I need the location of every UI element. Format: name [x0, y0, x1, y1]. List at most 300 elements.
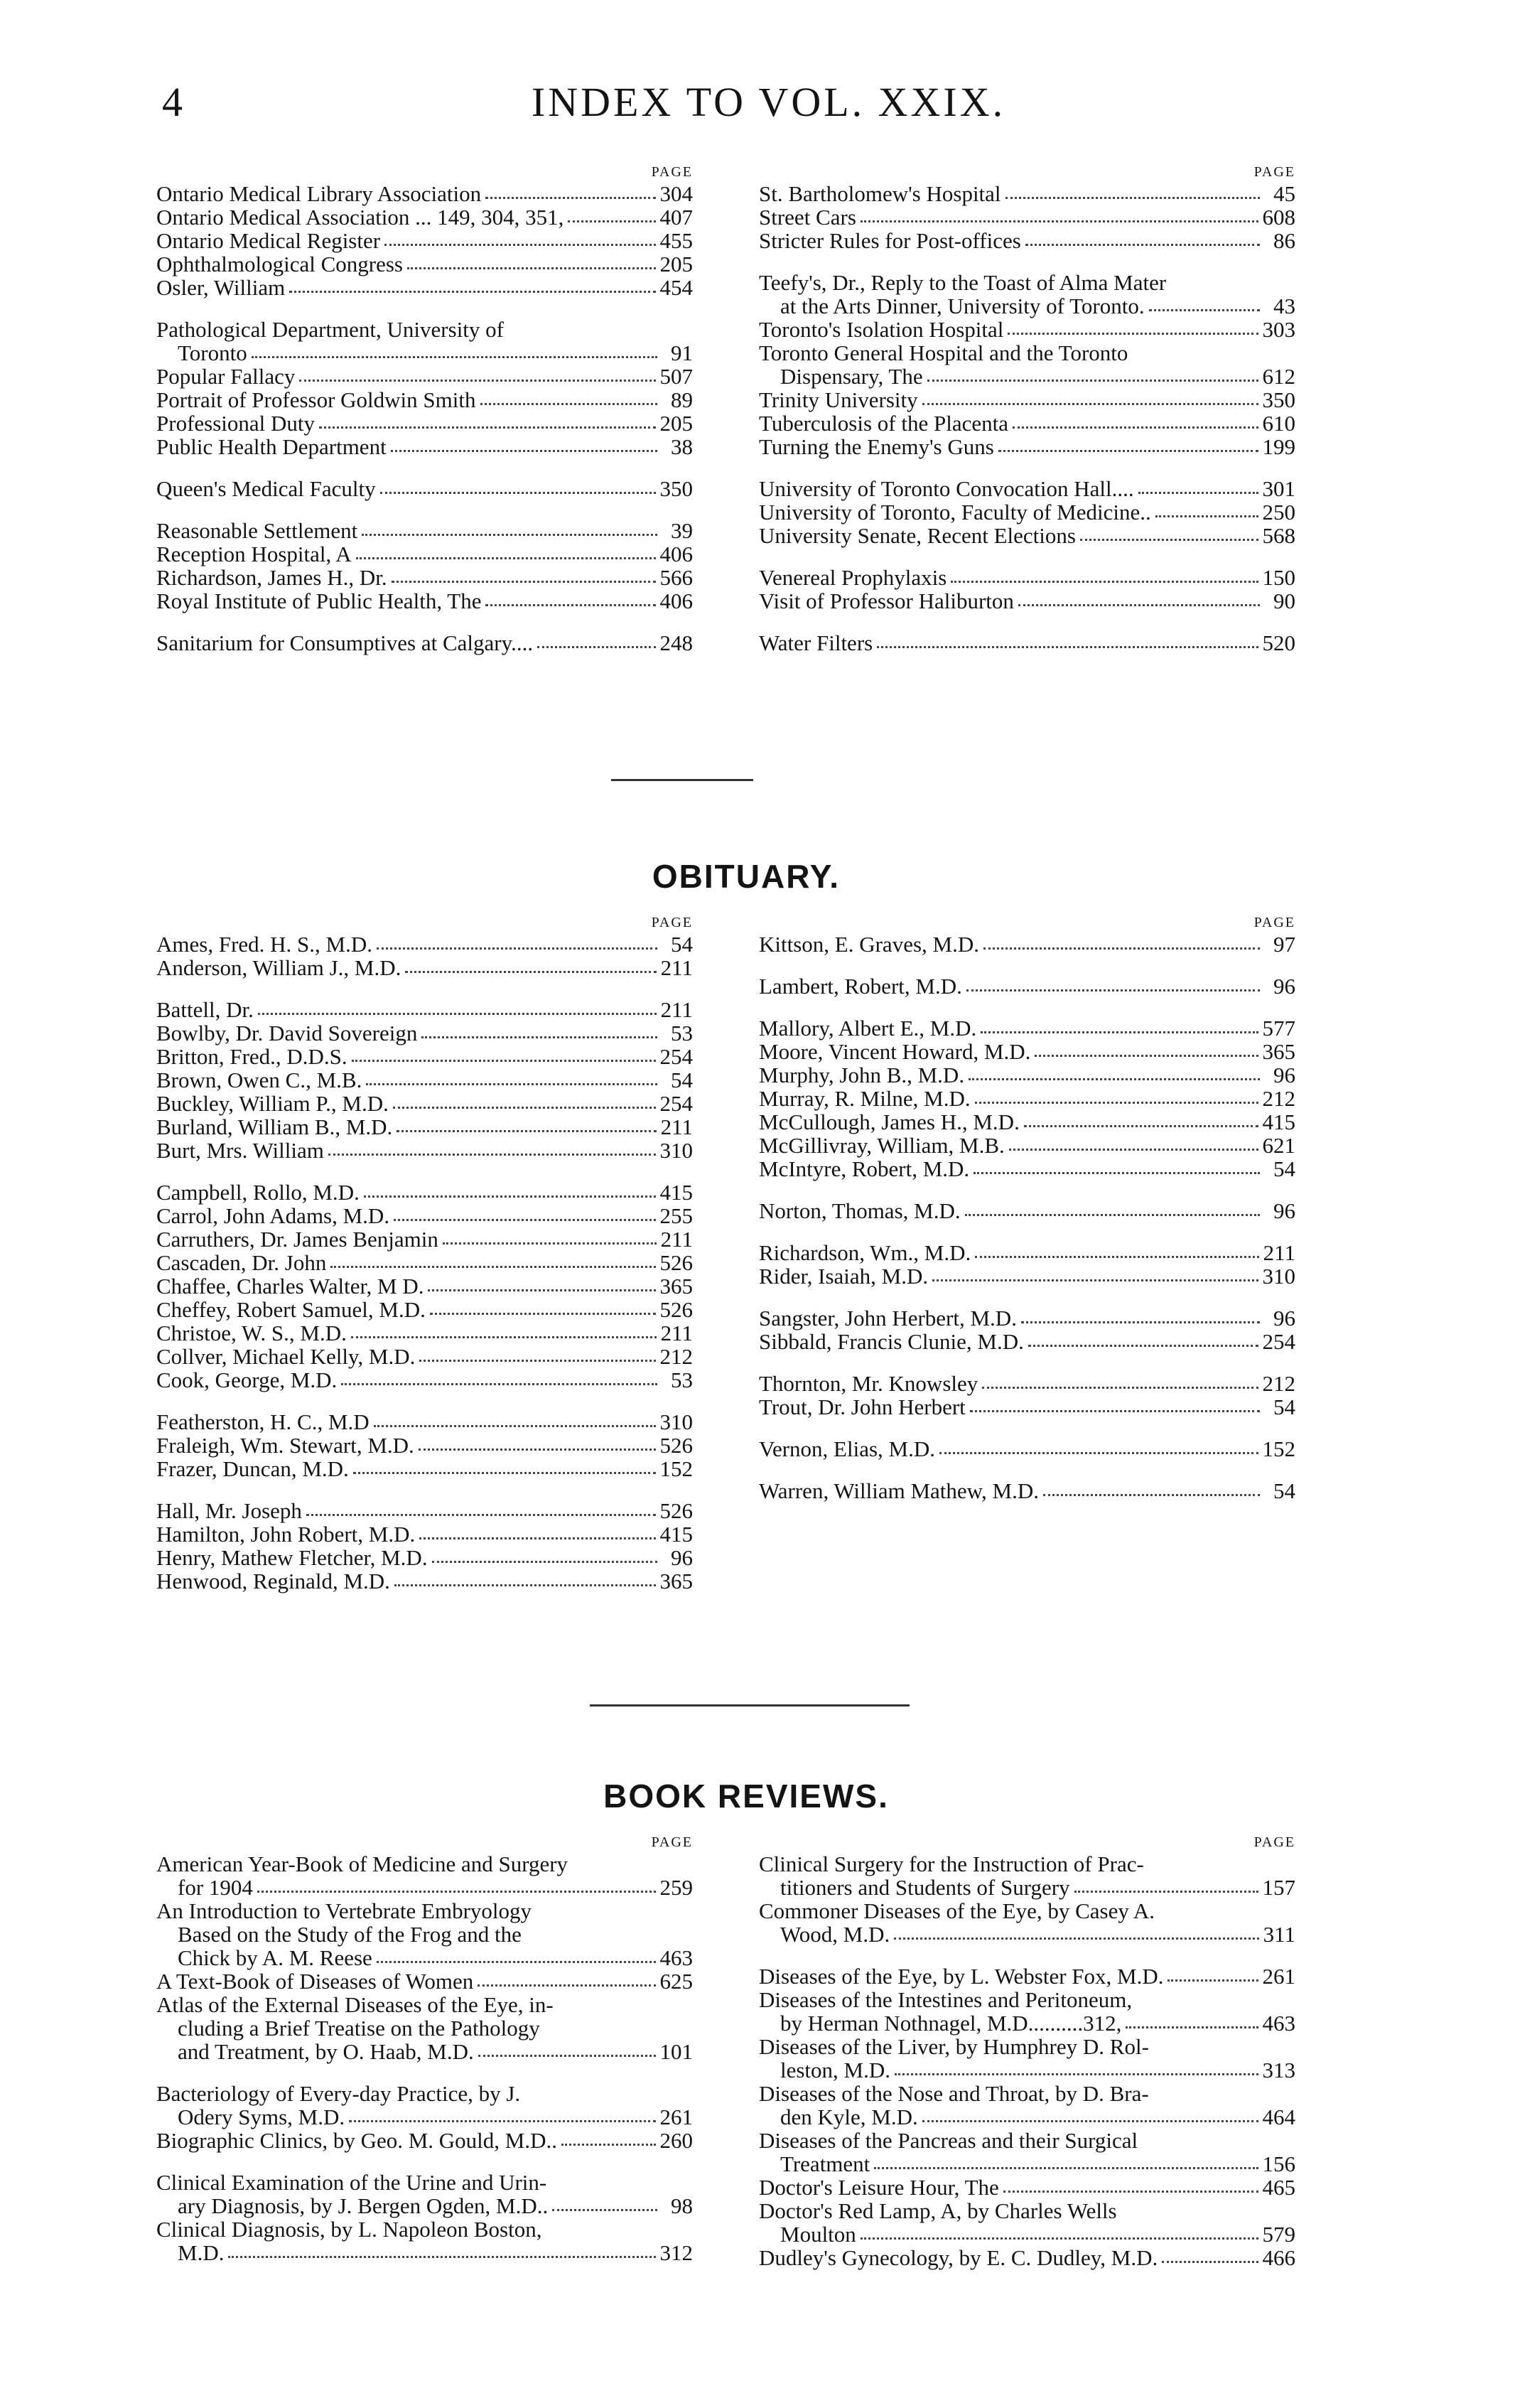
book-reviews-section	[156, 1777, 1336, 2331]
dot-leader	[1025, 244, 1260, 246]
dot-leader	[939, 1452, 1258, 1454]
dot-leader	[252, 356, 657, 358]
entry-title: Fraleigh, Wm. Stewart, M.D.	[156, 1433, 414, 1458]
index-entry	[156, 2194, 693, 2218]
dot-leader	[377, 947, 657, 950]
entry-title: Turning the Enemy's Guns	[759, 434, 994, 459]
entry-group	[759, 631, 1295, 655]
dot-leader	[970, 1410, 1260, 1412]
dot-leader	[430, 1313, 656, 1315]
entry-title: Britton, Fred., D.D.S.	[156, 1044, 347, 1069]
entry-title: Portrait of Professor Goldwin Smith	[156, 387, 476, 412]
index-entry	[156, 1345, 693, 1368]
page-ref: 199	[1262, 434, 1295, 459]
page-ref: 254	[659, 1091, 693, 1116]
dot-leader	[393, 1107, 656, 1109]
entry-title: Burland, William B., M.D.	[156, 1114, 393, 1139]
dot-leader	[1013, 426, 1258, 429]
page-ref: 526	[659, 1433, 693, 1458]
dot-leader	[1005, 197, 1260, 199]
index-entry	[759, 435, 1295, 458]
page-ref: 406	[659, 588, 693, 613]
index-entry	[156, 1993, 693, 2016]
index-entry	[759, 631, 1295, 655]
dot-leader	[537, 646, 655, 648]
page-ref: 259	[659, 1875, 693, 1900]
entry-title: Toronto	[178, 340, 247, 365]
dot-leader	[861, 220, 1258, 222]
entry-title: Frazer, Duncan, M.D.	[156, 1456, 349, 1481]
index-entry	[156, 1899, 693, 1923]
entry-title: Visit of Professor Haliburton	[759, 588, 1014, 613]
page-ref: 312	[659, 2240, 693, 2265]
index-entry	[759, 2129, 1295, 2152]
page-ref: 211	[660, 1114, 693, 1139]
dot-leader	[1009, 1149, 1258, 1151]
entry-title: Ontario Medical Register	[156, 228, 381, 253]
entry-group	[759, 566, 1295, 613]
index-entry	[759, 1199, 1295, 1222]
entry-title: Murphy, John B., M.D.	[759, 1063, 965, 1087]
index-entry	[156, 542, 693, 566]
index-entry	[156, 1139, 693, 1162]
index-entry	[156, 631, 693, 655]
dot-leader	[969, 1078, 1260, 1080]
index-entry	[759, 1241, 1295, 1264]
page-ref: 53	[671, 1021, 693, 1046]
entry-title: Dudley's Gynecology, by E. C. Dudley, M.D.	[759, 2245, 1158, 2270]
entry-title: Chaffee, Charles Walter, M D.	[156, 1274, 424, 1299]
dot-leader	[1126, 2026, 1258, 2028]
obituary-section	[156, 857, 1336, 1653]
page-ref: 152	[659, 1456, 693, 1481]
dot-leader	[1043, 1494, 1260, 1496]
page-ref: 415	[659, 1522, 693, 1547]
dot-leader	[877, 646, 1258, 648]
dot-leader	[392, 581, 656, 583]
index-entry	[759, 1016, 1295, 1040]
dot-leader	[927, 380, 1258, 382]
index-entry	[759, 318, 1295, 341]
dot-leader	[330, 1266, 655, 1268]
page-ref: 301	[1262, 476, 1295, 501]
entry-title: Burt, Mrs. William	[156, 1138, 324, 1163]
page-ref: 261	[1262, 1964, 1295, 1989]
index-entry	[156, 412, 693, 435]
entry-title: Street Cars	[759, 205, 856, 230]
entry-group	[759, 271, 1295, 458]
entry-title: Based on the Study of the Frog and the	[178, 1922, 522, 1947]
page-ref: 255	[659, 1203, 693, 1228]
entry-title: Reasonable Settlement	[156, 518, 358, 543]
page-ref: 54	[1273, 1156, 1295, 1181]
entry-title: McIntyre, Robert, M.D.	[759, 1156, 970, 1181]
index-entry	[759, 477, 1295, 500]
dot-leader	[1167, 1979, 1258, 1982]
index-entry	[156, 1923, 693, 1946]
index-entry	[156, 1457, 693, 1480]
page-column-label: PAGE	[651, 1834, 693, 1850]
entry-group	[759, 1852, 1295, 1946]
entry-group	[156, 519, 693, 613]
page-ref: 261	[659, 2105, 693, 2129]
page-ref: 38	[671, 434, 693, 459]
entry-title: Diseases of the Eye, by L. Webster Fox, M.D.	[759, 1964, 1164, 1989]
entry-title: Wood, M.D.	[780, 1922, 890, 1947]
page-ref: 415	[1262, 1109, 1295, 1134]
entry-title: Doctor's Red Lamp, A, by Charles Wells	[759, 2198, 1117, 2223]
index-entry	[156, 1946, 693, 1969]
entry-title: Royal Institute of Public Health, The	[156, 588, 482, 613]
dot-leader	[380, 492, 656, 494]
index-entry	[156, 1546, 693, 1569]
page-ref: 579	[1262, 2222, 1295, 2247]
entry-title: A Text-Book of Diseases of Women	[156, 1969, 474, 1994]
entry-title: Battell, Dr.	[156, 997, 254, 1022]
entry-title: Thornton, Mr. Knowsley	[759, 1371, 978, 1396]
index-entry	[156, 1251, 693, 1274]
running-head	[0, 78, 1537, 135]
entry-group	[759, 1016, 1295, 1181]
entry-title: Trout, Dr. John Herbert	[759, 1394, 966, 1419]
dot-leader	[394, 1219, 655, 1221]
index-entry	[759, 2176, 1295, 2199]
entry-title: titioners and Students of Surgery	[780, 1875, 1070, 1900]
page-ref: 526	[659, 1250, 693, 1275]
page-ref: 211	[660, 1321, 693, 1345]
obituary-column-left	[156, 913, 693, 1611]
index-entry	[156, 2218, 693, 2241]
index-entry	[156, 1227, 693, 1251]
dot-leader	[1021, 1321, 1260, 1323]
entry-title: Henry, Mathew Fletcher, M.D.	[156, 1545, 428, 1570]
index-entry	[759, 1899, 1295, 1923]
entry-title: Osler, William	[156, 275, 286, 300]
dot-leader	[965, 1214, 1260, 1216]
index-entry	[759, 388, 1295, 412]
index-entry	[759, 1087, 1295, 1110]
dot-leader	[432, 1561, 657, 1563]
page-ref: 303	[1262, 317, 1295, 342]
entry-group	[759, 1964, 1295, 2269]
page-ref: 465	[1262, 2175, 1295, 2200]
entry-group	[759, 974, 1295, 998]
entry-title: An Introduction to Vertebrate Embryology	[156, 1898, 532, 1923]
book-reviews-column-right	[759, 1832, 1295, 2288]
entry-group	[759, 1437, 1295, 1461]
index-entry	[156, 2016, 693, 2040]
entry-title: Buckley, William P., M.D.	[156, 1091, 389, 1116]
page-ref: 577	[1262, 1016, 1295, 1041]
entry-group	[156, 932, 693, 979]
entry-title: and Treatment, by O. Haab, M.D.	[178, 2039, 474, 2064]
entry-title: Hamilton, John Robert, M.D.	[156, 1522, 416, 1547]
entry-title: Bowlby, Dr. David Sovereign	[156, 1021, 418, 1046]
page-ref: 520	[1262, 630, 1295, 655]
dot-leader	[932, 1279, 1258, 1281]
dot-leader	[391, 450, 657, 452]
entry-group	[156, 182, 693, 299]
entry-title: Trinity University	[759, 387, 918, 412]
index-entry	[156, 341, 693, 365]
obituary-column-right	[759, 913, 1295, 1521]
entry-group	[156, 631, 693, 655]
index-entry	[759, 1437, 1295, 1461]
dot-leader	[352, 1060, 656, 1062]
entry-title: University of Toronto, Faculty of Medicine..	[759, 500, 1151, 525]
index-entry	[759, 1040, 1295, 1063]
index-column-right	[759, 162, 1295, 673]
dot-leader	[480, 403, 658, 405]
book-reviews-column-left	[156, 1832, 693, 2283]
page-ref: 310	[659, 1409, 693, 1434]
dot-leader	[1155, 515, 1258, 517]
entry-title: Diseases of the Pancreas and their Surgical	[759, 2128, 1138, 2153]
page-ref: 90	[1273, 588, 1295, 613]
page-ref: 96	[1273, 1306, 1295, 1331]
page-ref: 507	[659, 364, 693, 389]
entry-title: leston, M.D.	[780, 2058, 890, 2082]
index-entry	[759, 229, 1295, 252]
dot-leader	[394, 1584, 656, 1586]
dot-leader	[894, 1937, 1258, 1940]
entry-title: Christoe, W. S., M.D.	[156, 1321, 347, 1345]
index-entry	[759, 1923, 1295, 1946]
dot-leader	[951, 581, 1258, 583]
entry-title: Cook, George, M.D.	[156, 1367, 338, 1392]
index-entry	[759, 974, 1295, 998]
dot-leader	[981, 1031, 1258, 1033]
index-column-left	[156, 162, 693, 673]
dot-leader	[306, 1514, 656, 1516]
page-ref: 96	[671, 1545, 693, 1570]
entry-title: Sangster, John Herbert, M.D.	[759, 1306, 1017, 1331]
entry-title: Ontario Medical Association ... 149, 304, 351,	[156, 205, 564, 230]
index-entry	[759, 2152, 1295, 2176]
dot-leader	[258, 1013, 657, 1015]
page-ref: 526	[659, 1498, 693, 1523]
section-divider	[590, 1704, 910, 1706]
entry-group	[759, 182, 1295, 252]
index-entry	[156, 2040, 693, 2063]
page-ref: 54	[671, 932, 693, 957]
page-column-label: PAGE	[651, 915, 693, 930]
entry-title: Mallory, Albert E., M.D.	[759, 1016, 977, 1041]
page-ref: 455	[659, 228, 693, 253]
entry-title: Toronto General Hospital and the Toronto	[759, 340, 1128, 365]
index-entry	[156, 252, 693, 276]
index-entry	[759, 365, 1295, 388]
index-entry	[759, 1330, 1295, 1353]
entry-group	[759, 1241, 1295, 1288]
dot-leader	[1035, 1055, 1258, 1057]
dot-leader	[1024, 1125, 1258, 1127]
dot-leader	[975, 1256, 1258, 1258]
page-ref: 54	[1273, 1394, 1295, 1419]
entry-group	[156, 1410, 693, 1480]
page-ref: 350	[1262, 387, 1295, 412]
dot-leader	[353, 1472, 656, 1474]
entry-title: Reception Hospital, A	[156, 542, 352, 566]
dot-leader	[341, 1383, 657, 1385]
entry-title: at the Arts Dinner, University of Toronto.	[780, 294, 1145, 318]
page-ref: 212	[1262, 1086, 1295, 1111]
entry-title: Sanitarium for Consumptives at Calgary....	[156, 630, 534, 655]
entry-title: den Kyle, M.D.	[780, 2105, 918, 2129]
index-entry	[759, 2082, 1295, 2105]
index-entry	[156, 998, 693, 1021]
page-ref: 250	[1262, 500, 1295, 525]
page-ref: 310	[1262, 1264, 1295, 1289]
index-entry	[759, 2222, 1295, 2246]
entry-title: McGillivray, William, M.B.	[759, 1133, 1005, 1158]
entry-title: Stricter Rules for Post-offices	[759, 228, 1021, 253]
entry-title: Cheffey, Robert Samuel, M.D.	[156, 1297, 426, 1322]
index-entry	[156, 1321, 693, 1345]
dot-leader	[319, 426, 655, 429]
index-entry	[156, 1434, 693, 1457]
index-section	[156, 162, 1336, 724]
page-ref: 566	[659, 565, 693, 590]
dot-leader	[922, 2120, 1258, 2122]
dot-leader	[982, 1387, 1258, 1389]
entry-title: Rider, Isaiah, M.D.	[759, 1264, 929, 1289]
entry-title: Tuberculosis of the Placenta	[759, 411, 1008, 436]
dot-leader	[405, 971, 656, 973]
index-entry	[156, 1569, 693, 1593]
entry-title: University of Toronto Convocation Hall....	[759, 476, 1134, 501]
dot-leader	[975, 1102, 1258, 1104]
dot-leader	[1074, 1891, 1258, 1893]
entry-title: Public Health Department	[156, 434, 387, 459]
page-ref: 612	[1262, 364, 1295, 389]
dot-leader	[407, 267, 656, 269]
index-entry	[156, 1204, 693, 1227]
index-entry	[759, 2011, 1295, 2035]
index-entry	[759, 1306, 1295, 1330]
page-ref: 152	[1262, 1436, 1295, 1461]
entry-title: Toronto's Isolation Hospital	[759, 317, 1004, 342]
dot-leader	[351, 1336, 657, 1338]
entry-group	[759, 1372, 1295, 1419]
index-entry	[156, 1368, 693, 1392]
entry-title: Ophthalmological Congress	[156, 252, 403, 276]
entry-title: Lambert, Robert, M.D.	[759, 974, 962, 999]
page-ref: 211	[1263, 1240, 1295, 1265]
entry-title: American Year-Book of Medicine and Surgery	[156, 1851, 568, 1876]
dot-leader	[1138, 492, 1258, 494]
entry-group	[759, 1306, 1295, 1353]
page-ref: 156	[1262, 2151, 1295, 2176]
dot-leader	[428, 1289, 655, 1291]
index-entry	[156, 182, 693, 205]
page-ref: 365	[659, 1274, 693, 1299]
page-ref: 254	[659, 1044, 693, 1069]
page-ref: 96	[1273, 1063, 1295, 1087]
index-entry	[759, 182, 1295, 205]
entry-title: Ames, Fred. H. S., M.D.	[156, 932, 372, 957]
index-entry	[759, 1063, 1295, 1087]
entry-title: M.D.	[178, 2240, 225, 2265]
entry-title: St. Bartholomew's Hospital	[759, 181, 1001, 206]
page-title: INDEX TO VOL. XXIX.	[531, 79, 1006, 125]
dot-leader	[397, 1130, 656, 1132]
index-entry	[759, 271, 1295, 294]
entry-group	[156, 2082, 693, 2152]
dot-leader	[478, 1984, 655, 1987]
page-ref: 313	[1262, 2058, 1295, 2082]
dot-leader	[257, 1891, 656, 1893]
entry-title: Teefy's, Dr., Reply to the Toast of Alma Mater	[759, 270, 1167, 295]
dot-leader	[356, 557, 656, 559]
index-entry	[759, 566, 1295, 589]
entry-group	[759, 477, 1295, 547]
page-ref: 98	[671, 2193, 693, 2218]
page-column-label: PAGE	[1253, 915, 1295, 930]
entry-title: Water Filters	[759, 630, 873, 655]
index-entry	[759, 932, 1295, 956]
entry-title: Popular Fallacy	[156, 364, 296, 389]
index-entry	[156, 1092, 693, 1115]
page-ref: 91	[671, 340, 693, 365]
page-ref: 415	[659, 1180, 693, 1205]
index-entry	[156, 519, 693, 542]
index-entry	[759, 1876, 1295, 1899]
index-entry	[156, 365, 693, 388]
dot-leader	[419, 1537, 655, 1539]
dot-leader	[895, 2073, 1258, 2075]
entry-title: McCullough, James H., M.D.	[759, 1109, 1020, 1134]
section-divider	[611, 779, 753, 781]
entry-title: Campbell, Rollo, M.D.	[156, 1180, 360, 1205]
page-number: 4	[162, 79, 183, 125]
entry-title: Pathological Department, University of	[156, 317, 504, 342]
page-ref: 454	[659, 275, 693, 300]
entry-title: Featherston, H. C., M.D	[156, 1409, 370, 1434]
index-entry	[156, 1115, 693, 1139]
page-ref: 53	[671, 1367, 693, 1392]
entry-title: Brown, Owen C., M.B.	[156, 1068, 362, 1092]
entry-title: Moulton	[780, 2222, 856, 2247]
entry-title: Biographic Clinics, by Geo. M. Gould, M.D..	[156, 2128, 557, 2153]
entry-title: Commoner Diseases of the Eye, by Casey A.	[759, 1898, 1155, 1923]
index-entry	[759, 589, 1295, 613]
entry-title: by Herman Nothnagel, M.D..........312,	[780, 2011, 1122, 2036]
dot-leader	[374, 1425, 656, 1427]
page-ref: 610	[1262, 411, 1295, 436]
entry-group	[156, 318, 693, 458]
dot-leader	[377, 1961, 656, 1963]
index-entry	[156, 2129, 693, 2152]
dot-leader	[861, 2237, 1258, 2240]
page-ref: 96	[1273, 974, 1295, 999]
entry-title: Murray, R. Milne, M.D.	[759, 1086, 971, 1111]
dot-leader	[561, 2144, 656, 2146]
dot-leader	[1028, 1345, 1258, 1347]
index-entry	[759, 1964, 1295, 1988]
entry-title: Atlas of the External Diseases of the Eye, in-	[156, 1992, 554, 2017]
page-ref: 304	[659, 181, 693, 206]
entry-group	[759, 1479, 1295, 1503]
index-entry	[156, 1045, 693, 1068]
entry-title: University Senate, Recent Elections	[759, 523, 1076, 548]
index-entry	[156, 956, 693, 979]
entry-group	[759, 1199, 1295, 1222]
section-title: BOOK REVIEWS.	[603, 1778, 889, 1815]
index-entry	[156, 2105, 693, 2129]
index-entry	[156, 2171, 693, 2194]
index-entry	[759, 1134, 1295, 1157]
